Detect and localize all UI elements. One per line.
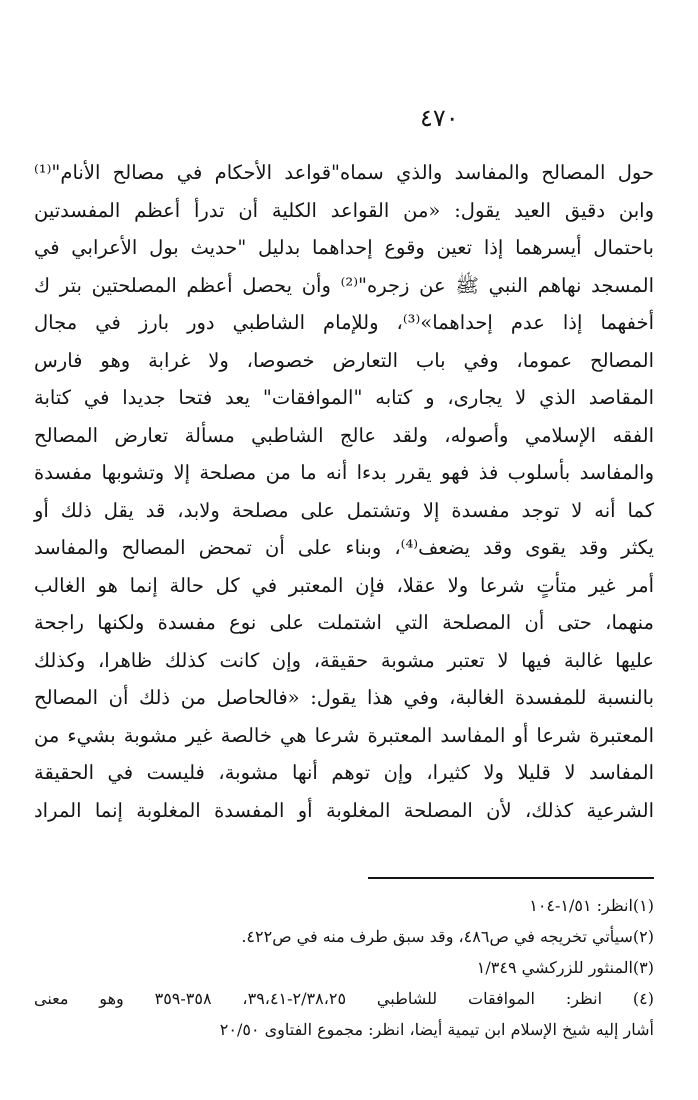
body-line: بالنسبة للمفسدة الغالبة، وفي هذا يقول: «فالحاصل من ذلك أن المصالح [34,686,654,709]
body-line: منهما، حتى أن المصلحة التي اشتملت على نوع مفسدة ولكنها راجحة [34,611,654,634]
body-line: أخفهما إذا عدم إحداهما»⁽³⁾، وللإمام الشاطبي دور بارز في مجال [34,311,654,334]
body-line: والمفاسد بأسلوب فذ فهو يقرر بدءا أنه ما من مصلحة إلا وتشوبها مفسدة [34,461,654,484]
footnote-2: (٢)سيأتي تخريجه في ص٤٨٦، وقد سبق طرف منه في ص٤٢٢. [241,927,654,946]
body-line: الفقه الإسلامي وأصوله، ولقد عالج الشاطبي مسألة تعارض المصالح [34,423,654,447]
body-line: الشرعية كذلك، لأن المصلحة المغلوبة أو المفسدة المغلوبة إنما المراد [34,798,654,822]
body-line: حول المصالح والمفاسد والذي سماه"قواعد الأحكام في مصالح الأنام"⁽¹⁾ [34,161,654,184]
body-text [34,154,654,829]
footnote-3: (٣)المنثور للزركشي ١/٣٤٩ [476,958,654,977]
body-line: المفاسد لا قليلا ولا كثيرا، وإن توهم أنها مشوبة، فليست في الحقيقة [34,761,654,784]
body-line: باحتمال أيسرهما إذا تعين وقوع إحداهما بدليل "حديث بول الأعرابي في [34,236,654,259]
body-line: المسجد نهاهم النبي ﷺ عن زجره"⁽²⁾ وأن يحصل أعظم المصلحتين بتر ك [34,273,654,297]
body-line: المقاصد الذي لا يجارى، و كتابه "الموافقات" يعد فتحا جديدا في كتابة [34,386,654,409]
footnotes [34,890,654,1045]
body-line: المعتبرة شرعا أو المفاسد المعتبرة شرعا هي خالصة غير مشوبة بشيء من [34,723,654,747]
footnote-4-continued: أشار إليه شيخ الإسلام ابن تيمية أيضا، انظر: مجموع الفتاوى ٢٠/٥٠ [219,1020,654,1039]
footnote-1: (١)انظر: ١/٥١-١٠٤ [529,896,654,915]
body-line: يكثر وقد يقوى وقد يضعف⁽⁴⁾، وبناء على أن تمحض المصالح والمفاسد [34,536,654,559]
body-line: عليها غالبة فيها لا تعتبر مشوبة حقيقة، وإن كانت كذلك ظاهرا، وكذلك [34,648,654,672]
body-line: المصالح عموما، وفي باب التعارض خصوصا، ولا غرابة وهو فارس [34,348,654,372]
body-line: وابن دقيق العيد يقول: «من القواعد الكلية أن تدرأ أعظم المفسدتين [34,198,654,222]
footnote-divider [368,877,654,879]
footnote-4: (٤) انظر: الموافقات للشاطبي ٢/٣٨،٢٥-٣٩،٤١، ٣٥٨-٣٥٩ وهو معنى [34,989,655,1008]
page-number: ٤٧٠ [420,104,459,132]
body-line: أمر غير متأتٍ شرعا ولا عقلا، فإن المعتبر في كل حالة إنما هو الغالب [34,573,654,597]
body-line: كما أنه لا توجد مفسدة إلا وتشتمل على مصلحة ولابد، قد يقل ذلك أو [34,498,654,522]
